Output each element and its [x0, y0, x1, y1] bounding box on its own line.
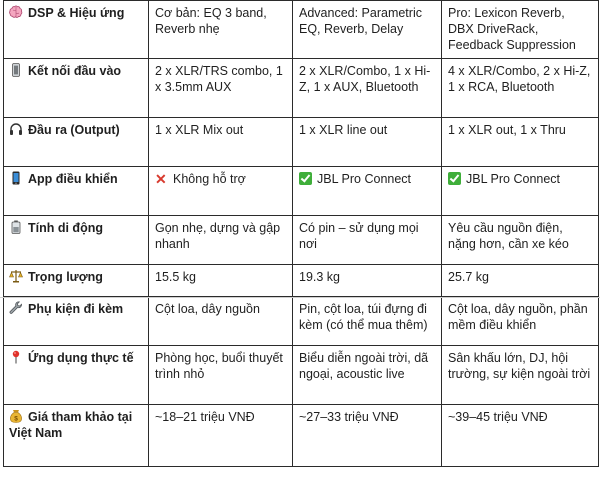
table-row-dsp — [4, 1, 599, 59]
row-label-cell — [4, 297, 149, 346]
cell-basic: 15.5 kg — [149, 265, 293, 297]
cell-pro: 25.7 kg — [442, 265, 599, 297]
table-row-inputs — [4, 59, 599, 118]
cell-basic — [149, 167, 293, 216]
table-row-app — [4, 167, 599, 216]
cell-pro: Cột loa, dây nguồn, phần mềm điều khiển — [442, 297, 599, 346]
row-label-cell — [4, 167, 149, 216]
row-label: Tính di động — [28, 221, 103, 235]
table-row-usecases — [4, 346, 599, 405]
row-label-cell — [4, 216, 149, 265]
headphones-icon — [9, 122, 23, 136]
table-row-price — [4, 405, 599, 467]
row-label-cell — [4, 346, 149, 405]
cell-basic: Phòng học, buổi thuyết trình nhỏ — [149, 346, 293, 405]
pin-icon — [9, 350, 23, 364]
cross-mark-icon: ✕ — [155, 171, 167, 187]
money-bag-icon — [9, 409, 23, 423]
page-divider — [0, 297, 600, 298]
cell-advanced: ~27–33 triệu VNĐ — [293, 405, 442, 467]
cell-basic: 1 x XLR Mix out — [149, 118, 293, 167]
cell-advanced: Biểu diễn ngoài trời, dã ngoại, acoustic live — [293, 346, 442, 405]
cell-pro: Yêu cầu nguồn điện, nặng hơn, cần xe kéo — [442, 216, 599, 265]
row-label: Đầu ra (Output) — [28, 123, 120, 137]
scale-icon — [9, 269, 23, 283]
row-label: Phụ kiện đi kèm — [28, 302, 124, 316]
row-label: Ứng dụng thực tế — [28, 351, 134, 365]
cell-basic: ~18–21 triệu VNĐ — [149, 405, 293, 467]
row-label-cell — [4, 118, 149, 167]
row-label: DSP & Hiệu ứng — [28, 6, 125, 20]
row-label-cell — [4, 1, 149, 59]
row-label: App điều khiển — [28, 172, 118, 186]
device-icon — [9, 63, 23, 77]
check-mark-icon — [299, 172, 312, 185]
cell-basic: Gọn nhẹ, dựng và gập nhanh — [149, 216, 293, 265]
cell-advanced — [293, 167, 442, 216]
cell-pro: Sân khấu lớn, DJ, hội trường, sự kiện ngoài trời — [442, 346, 599, 405]
cell-basic-text: Không hỗ trợ — [173, 172, 246, 186]
cell-pro: Pro: Lexicon Reverb, DBX DriveRack, Feedback Suppression — [442, 1, 599, 59]
cell-pro — [442, 167, 599, 216]
row-label-cell — [4, 265, 149, 297]
row-label: Kết nối đầu vào — [28, 64, 122, 78]
cell-advanced: Có pin – sử dụng mọi nơi — [293, 216, 442, 265]
cell-pro: 4 x XLR/Combo, 2 x Hi-Z, 1 x RCA, Bluetooth — [442, 59, 599, 118]
cell-basic: Cơ bản: EQ 3 band, Reverb nhẹ — [149, 1, 293, 59]
cell-pro-text: JBL Pro Connect — [466, 172, 561, 186]
cell-basic: Cột loa, dây nguồn — [149, 297, 293, 346]
cell-pro: ~39–45 triệu VNĐ — [442, 405, 599, 467]
cell-advanced: Advanced: Parametric EQ, Reverb, Delay — [293, 1, 442, 59]
cell-advanced: 2 x XLR/Combo, 1 x Hi-Z, 1 x AUX, Bluetooth — [293, 59, 442, 118]
row-label-cell — [4, 59, 149, 118]
brain-icon — [9, 5, 23, 19]
comparison-table — [3, 0, 599, 467]
cell-pro: 1 x XLR out, 1 x Thru — [442, 118, 599, 167]
cell-basic: 2 x XLR/TRS combo, 1 x 3.5mm AUX — [149, 59, 293, 118]
cell-advanced-text: JBL Pro Connect — [317, 172, 412, 186]
wrench-icon — [9, 301, 23, 315]
cell-advanced: 19.3 kg — [293, 265, 442, 297]
row-label: Trọng lượng — [28, 270, 103, 284]
table-row-weight — [4, 265, 599, 297]
table-row-outputs — [4, 118, 599, 167]
row-label-cell — [4, 405, 149, 467]
cell-advanced: Pin, cột loa, túi đựng đi kèm (có thể mua thêm) — [293, 297, 442, 346]
svg-text:$: $ — [14, 415, 18, 423]
check-mark-icon — [448, 172, 461, 185]
battery-icon — [9, 220, 23, 234]
table-row-portability — [4, 216, 599, 265]
cell-advanced: 1 x XLR line out — [293, 118, 442, 167]
mobile-phone-icon — [9, 171, 23, 185]
table-row-accessories — [4, 297, 599, 346]
row-label: Giá tham khảo tại Việt Nam — [9, 410, 133, 440]
